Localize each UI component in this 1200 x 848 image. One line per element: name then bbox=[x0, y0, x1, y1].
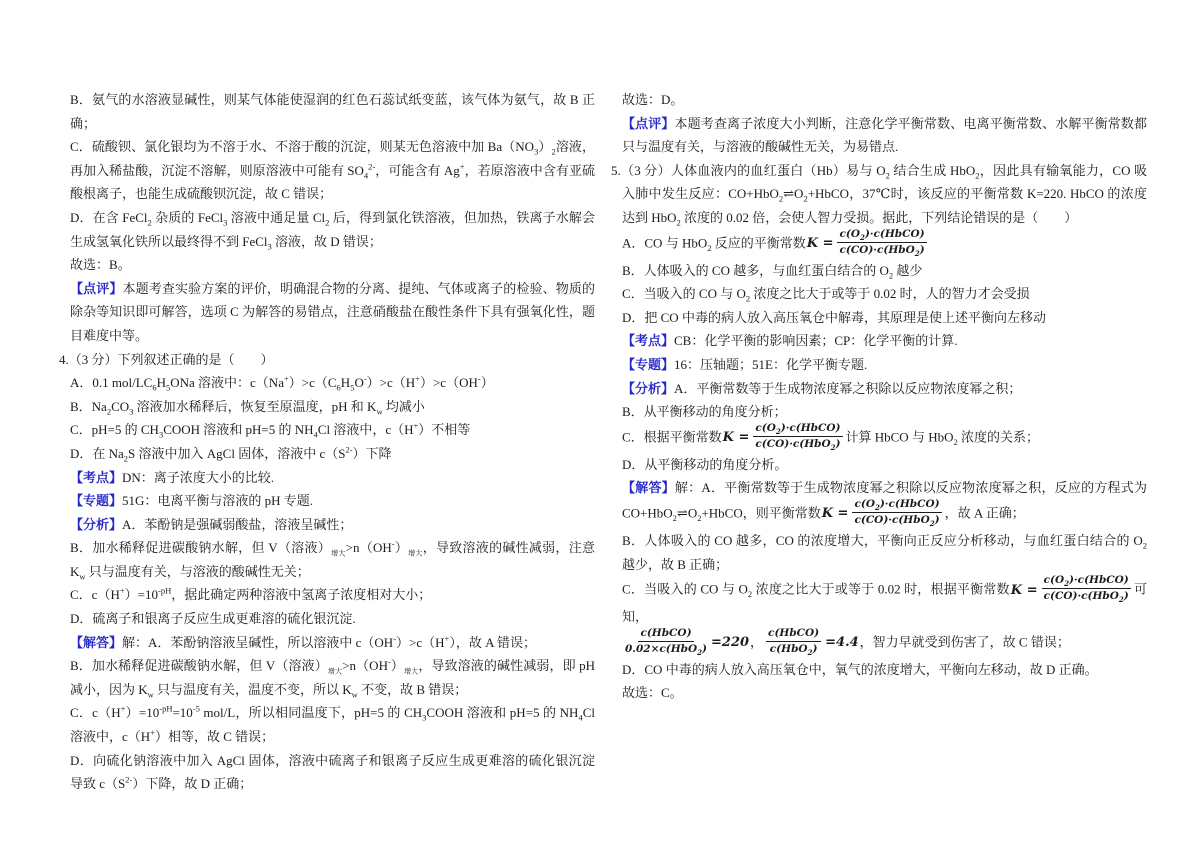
text-run: =10 bbox=[172, 705, 193, 721]
text-run: B．人体吸入的 CO 越多，与血红蛋白结合的 O bbox=[622, 262, 889, 278]
math-run: K = bbox=[1010, 582, 1038, 598]
question-paragraph bbox=[59, 348, 595, 372]
text-run: ）>c（H bbox=[366, 375, 416, 391]
superscript: -5 bbox=[192, 704, 200, 715]
doc-paragraph bbox=[70, 466, 595, 490]
subscript: 2 bbox=[551, 146, 556, 157]
subscript: 2 bbox=[1118, 595, 1124, 605]
math-run: K = bbox=[806, 236, 834, 252]
subscript: 2 bbox=[123, 453, 129, 464]
text-run: c(O bbox=[755, 421, 776, 434]
text-run: )·c(HbCO) bbox=[1069, 574, 1129, 587]
text-run: 可知， bbox=[622, 581, 1147, 625]
text-run: ⇌O bbox=[676, 505, 698, 521]
subscript: 4 bbox=[578, 713, 583, 724]
text-run: 0.02×c(HbO bbox=[625, 642, 698, 655]
doc-paragraph bbox=[622, 112, 1147, 159]
superscript: + bbox=[415, 373, 420, 384]
text-run: 浓度之比大于或等于 0.02 时，根据平衡常数 bbox=[752, 581, 1010, 597]
doc-paragraph bbox=[70, 536, 595, 583]
fraction bbox=[1042, 574, 1131, 603]
doc-paragraph bbox=[70, 206, 595, 253]
text-run: 反应的平衡常数 bbox=[711, 235, 806, 251]
doc-paragraph bbox=[70, 371, 595, 395]
subscript: 2 bbox=[775, 426, 781, 436]
text-run: 溶液加水稀释后，恢复至原温度，pH 和 K bbox=[133, 398, 377, 414]
text-run: ⇌O bbox=[783, 186, 804, 202]
text-run: ，导致溶液的碱性减弱，即 pH 减小，因为 K bbox=[70, 658, 596, 697]
subscript: 2 bbox=[745, 293, 751, 304]
answer-label: 【解答】 bbox=[70, 634, 123, 650]
fraction bbox=[766, 627, 821, 656]
small-subscript: 增大 bbox=[327, 667, 343, 676]
fraction bbox=[625, 627, 707, 656]
doc-paragraph bbox=[622, 377, 1147, 401]
fraction-denominator bbox=[770, 642, 818, 656]
topic-label: 【专题】 bbox=[70, 493, 123, 509]
superscript: 2- bbox=[125, 774, 133, 785]
text-run: 结合生成 HbO bbox=[889, 162, 976, 178]
text-run: D．向硫化钠溶液中加入 AgCl 固体，溶液中硫离子和银离子反应生成更难溶的硫化银沉淀导致 c（S bbox=[70, 752, 595, 792]
subscript: 2 bbox=[975, 170, 980, 181]
doc-paragraph bbox=[70, 88, 595, 135]
text-run: D．在 Na bbox=[70, 445, 124, 461]
text-run: 越少，故 B 正确； bbox=[622, 556, 729, 572]
subscript: 2 bbox=[106, 406, 112, 417]
subscript: 2 bbox=[147, 217, 152, 228]
text-run: ) bbox=[702, 642, 707, 655]
doc-paragraph bbox=[622, 476, 1147, 529]
text-run: B．加水稀释促进碳酸钠水解，但 V（溶液） bbox=[70, 658, 328, 674]
text-run: c(CO)·c(HbO bbox=[755, 437, 831, 450]
text-run: c(O bbox=[839, 227, 860, 240]
subscript: w bbox=[147, 689, 154, 700]
text-run: c(CO)·c(HbO bbox=[1043, 590, 1119, 603]
doc-paragraph bbox=[70, 583, 595, 607]
text-run: ）下降，故 D 正确； bbox=[132, 776, 253, 792]
text-run: C．根据平衡常数 bbox=[622, 429, 722, 445]
subscript: 2 bbox=[676, 217, 681, 228]
text-run: +HbCO，37℃时，该反应的平衡常数 K=220. HbCO 的浓度达到 HbO bbox=[622, 186, 1147, 225]
subscript: 2 bbox=[803, 193, 808, 204]
subscript: 2 bbox=[914, 248, 920, 258]
fraction-numerator bbox=[753, 422, 842, 437]
text-run: B．Na bbox=[70, 398, 107, 414]
keypoint-label: 【考点】 bbox=[70, 469, 123, 485]
text-run: DN：离子浓度大小的比较. bbox=[122, 469, 275, 485]
text-run: 只与温度有关，温度不变，所以 K bbox=[153, 681, 352, 697]
subscript: 2 bbox=[778, 193, 784, 204]
text-run: 本题考查离子浓度大小判断，注意化学平衡常数、电离平衡常数、水解平衡常数都只与温度有关，与溶液的酸碱性无关，为易错点. bbox=[622, 115, 1147, 155]
text-run: H bbox=[156, 375, 166, 391]
text-run: A．0.1 mol/LC bbox=[70, 375, 153, 391]
text-run: Cl 溶液中，c（H bbox=[70, 705, 595, 745]
subscript: 4 bbox=[363, 170, 369, 181]
superscript: 2- bbox=[368, 161, 376, 172]
text-run: ）不相等 bbox=[418, 422, 471, 438]
text-run: 浓度之比大于或等于 0.02 时，人的智力才会受损 bbox=[750, 286, 1030, 302]
text-run: 解：A．平衡常数等于生成物浓度幂之积除以反应物浓度幂之积，反应的方程式为 CO+HbO bbox=[622, 480, 1147, 521]
subscript: 2 bbox=[747, 589, 753, 600]
subscript: w bbox=[351, 689, 358, 700]
text-run: ）>c（C bbox=[288, 375, 337, 391]
subscript: 3 bbox=[129, 406, 134, 417]
doc-paragraph bbox=[70, 701, 595, 748]
fraction-denominator bbox=[755, 437, 840, 451]
superscript: 2- bbox=[345, 444, 353, 455]
small-subscript: 增大 bbox=[408, 549, 423, 558]
subscript: 3 bbox=[223, 217, 228, 228]
subscript: 2 bbox=[807, 647, 813, 657]
doc-paragraph bbox=[622, 421, 1147, 453]
analysis-label: 【分析】 bbox=[622, 380, 675, 396]
superscript: - bbox=[393, 633, 397, 644]
text-run: D．硫离子和银离子反应生成更难溶的硫化银沉淀. bbox=[70, 611, 356, 627]
subscript: 2 bbox=[859, 232, 865, 242]
doc-paragraph bbox=[622, 400, 1147, 424]
text-run: 故选：C。 bbox=[622, 685, 683, 701]
fraction-denominator bbox=[625, 642, 707, 656]
doc-paragraph bbox=[622, 626, 1147, 658]
subscript: 2 bbox=[697, 647, 703, 657]
doc-paragraph bbox=[622, 658, 1147, 682]
doc-paragraph bbox=[70, 135, 595, 206]
question-paragraph bbox=[611, 159, 1148, 230]
text-run: ，据此确定两种溶液中氢离子浓度相对大小； bbox=[171, 587, 432, 603]
subscript: 2 bbox=[929, 519, 935, 528]
text-run: O bbox=[354, 375, 364, 391]
subscript: 2 bbox=[697, 512, 702, 523]
text-run: ）相等，故 C 错误； bbox=[154, 729, 275, 745]
text-run: 故选：D。 bbox=[622, 92, 684, 107]
text-run: COOH 溶液和 pH=5 的 NH bbox=[426, 705, 579, 721]
fraction bbox=[837, 228, 926, 257]
math-run: K = bbox=[722, 430, 750, 446]
text-run: >n（OH bbox=[345, 540, 392, 556]
text-run: 解：A．苯酚钠溶液呈碱性，所以溶液中 c（OH bbox=[122, 634, 394, 650]
math-run: K = bbox=[821, 506, 849, 522]
text-run: c(O bbox=[1043, 574, 1065, 587]
text-run: mol/L，所以相同温度下，pH=5 的 CH bbox=[199, 705, 423, 721]
subscript: 2 bbox=[1064, 579, 1070, 589]
doc-paragraph bbox=[622, 329, 1147, 353]
text-run: 越少 bbox=[893, 262, 923, 278]
doc-paragraph bbox=[70, 489, 595, 513]
text-run: ）=10 bbox=[125, 705, 160, 721]
text-run: )·c(HbCO) bbox=[780, 421, 841, 434]
text-run: D．在含 FeCl bbox=[70, 209, 148, 225]
doc-paragraph bbox=[622, 88, 1147, 112]
text-run: c(HbCO) bbox=[640, 626, 692, 639]
text-run: C．c（H bbox=[70, 587, 120, 603]
text-run: >n（OH bbox=[342, 658, 388, 674]
text-run: A．平衡常数等于生成物浓度幂之积除以反应物浓度幂之积； bbox=[674, 380, 1022, 396]
text-run: C．当吸入的 CO 与 O bbox=[622, 581, 748, 597]
text-run: 溶液，再加入稀盐酸，沉淀不溶解，则原溶液中可能有 SO bbox=[70, 139, 595, 178]
text-run: C．pH=5 的 CH bbox=[70, 422, 159, 438]
fraction-denominator bbox=[839, 243, 924, 257]
subscript: 2 bbox=[874, 503, 880, 512]
text-run: 本题考查实验方案的评价，明确混合物的分离、提纯、气体或离子的检验、物质的除杂等知识即可解答，选项 C 为解答的易错点，注意硝酸盐在酸性条件下具有强氧化性，题目难度中等。 bbox=[70, 280, 595, 343]
subscript: 2 bbox=[830, 442, 836, 452]
subscript: 2 bbox=[707, 242, 712, 253]
analysis-label: 【分析】 bbox=[70, 516, 123, 532]
superscript: - bbox=[391, 538, 395, 549]
superscript: - bbox=[387, 656, 391, 667]
text-run: B．氨气的水溶液显碱性，则某气体能使湿润的红色石蕊试纸变蓝，该气体为氨气，故 B 正确； bbox=[70, 92, 595, 131]
doc-paragraph bbox=[70, 277, 595, 348]
doc-paragraph bbox=[622, 453, 1147, 477]
subscript: 5 bbox=[350, 382, 355, 393]
text-run: ) bbox=[812, 642, 818, 655]
superscript: - bbox=[363, 373, 367, 384]
text-run: 4.（3 分）下列叙述正确的是（ ） bbox=[59, 351, 274, 367]
text-run: ， bbox=[750, 634, 764, 650]
text-run: 杂质的 FeCl bbox=[151, 209, 224, 225]
text-run: 计算 HbCO 与 HbO bbox=[845, 429, 954, 445]
text-run: ） bbox=[538, 139, 552, 155]
fraction-denominator bbox=[1044, 589, 1129, 603]
superscript: + bbox=[120, 704, 126, 715]
comment-label: 【点评】 bbox=[70, 280, 123, 296]
fraction-numerator bbox=[837, 228, 926, 243]
text-run: ）>c（H bbox=[396, 634, 445, 650]
text-run: c(CO)·c(HbO bbox=[839, 243, 915, 256]
subscript: 3 bbox=[422, 713, 427, 724]
text-run: ）下降 bbox=[352, 445, 392, 461]
text-run: 溶液中通足量 Cl bbox=[227, 209, 326, 225]
text-run: 只与温度有关，与溶液的酸碱性无关； bbox=[85, 563, 310, 579]
text-run: B．从平衡移动的角度分析； bbox=[622, 404, 787, 420]
small-subscript: 增大 bbox=[331, 549, 346, 558]
doc-paragraph bbox=[70, 253, 595, 277]
fraction-denominator bbox=[854, 513, 939, 527]
text-run: Cl 溶液中，c（H bbox=[317, 422, 414, 438]
text-run: c(HbCO) bbox=[768, 626, 820, 639]
fraction bbox=[852, 498, 941, 527]
text-run: 浓度的 0.02 倍，会使人智力受损。据此，下列结论错误的是（ ） bbox=[680, 209, 1078, 225]
topic-label: 【专题】 bbox=[622, 356, 675, 372]
superscript: + bbox=[413, 420, 419, 431]
text-run: ) bbox=[934, 513, 940, 526]
text-run: D．从平衡移动的角度分析。 bbox=[622, 456, 788, 472]
superscript: + bbox=[119, 586, 125, 597]
text-run: CO bbox=[111, 398, 130, 414]
doc-paragraph bbox=[70, 513, 595, 537]
text-run: 5.（3 分）人体血液内的血红蛋白（Hb）易与 O bbox=[611, 162, 886, 178]
text-run: c(CO)·c(HbO bbox=[854, 513, 930, 526]
text-run: D．CO 中毒的病人放入高压氧仓中，氧气的浓度增大，平衡向左移动，故 D 正确。 bbox=[622, 661, 1098, 677]
left-column bbox=[59, 88, 596, 796]
text-run: B．加水稀释促进碳酸钠水解，但 V（溶液） bbox=[70, 540, 332, 556]
text-run: ），故 A 错误； bbox=[449, 634, 537, 650]
doc-paragraph bbox=[70, 395, 595, 419]
text-run: D．把 CO 中毒的病人放入高压氧仓中解毒，其原理是使上述平衡向左移动 bbox=[622, 309, 1046, 325]
text-run: A．CO 与 HbO bbox=[622, 235, 708, 251]
doc-paragraph bbox=[70, 607, 595, 631]
doc-paragraph bbox=[70, 654, 595, 701]
superscript: + bbox=[444, 633, 450, 644]
answer-label: 【解答】 bbox=[622, 480, 675, 496]
text-run: c(HbO bbox=[769, 642, 808, 655]
subscript: 2 bbox=[672, 512, 677, 523]
text-run: C．c（H bbox=[70, 705, 121, 721]
text-run: B．人体吸入的 CO 越多，CO 的浓度增大，平衡向正反应分析移动，与血红蛋白结合的 O bbox=[622, 532, 1143, 548]
text-run: ) bbox=[835, 437, 841, 450]
math-run: =4.4 bbox=[825, 635, 859, 651]
subscript: 2 bbox=[1142, 540, 1147, 551]
text-run: ，故 A 正确； bbox=[944, 505, 1025, 521]
text-run: ）=10 bbox=[124, 587, 158, 603]
text-run: ） bbox=[394, 540, 409, 556]
fraction-numerator bbox=[852, 498, 941, 513]
text-run: ) bbox=[919, 243, 925, 256]
text-run: 不变，故 B 错误； bbox=[357, 681, 468, 697]
text-run: )·c(HbCO) bbox=[864, 227, 925, 240]
doc-paragraph bbox=[70, 418, 595, 442]
text-run: +HbCO，则平衡常数 bbox=[701, 505, 821, 521]
doc-paragraph bbox=[622, 576, 1147, 629]
text-run: ）>c（OH bbox=[419, 375, 478, 391]
text-run: 16：压轴题；51E：化学平衡专题. bbox=[674, 356, 868, 372]
text-run: ，因此具有输氧能力，CO 吸入肺中发生反应：CO+HbO bbox=[622, 162, 1148, 202]
fraction-numerator bbox=[638, 627, 693, 642]
text-run: C．当吸入的 CO 与 O bbox=[622, 286, 746, 302]
comment-label: 【点评】 bbox=[622, 115, 675, 131]
subscript: 2 bbox=[885, 170, 890, 181]
superscript: - bbox=[477, 373, 481, 384]
text-run: )·c(HbCO) bbox=[879, 497, 940, 510]
text-run: COOH 溶液和 pH=5 的 NH bbox=[163, 422, 314, 438]
text-run: 51G：电离平衡与溶液的 pH 专题. bbox=[122, 493, 314, 509]
text-run: 后，得到氯化铁溶液，但加热，铁离子水解会生成氢氧化铁所以最终得不到 FeCl bbox=[70, 209, 595, 249]
doc-paragraph bbox=[70, 442, 595, 466]
fraction-numerator bbox=[1042, 574, 1131, 589]
right-column bbox=[611, 88, 1148, 796]
text-run: 浓度的关系； bbox=[957, 429, 1039, 445]
subscript: 2 bbox=[888, 270, 894, 281]
text-run: 均减小 bbox=[382, 398, 425, 414]
text-run: 故选：B。 bbox=[70, 257, 131, 273]
doc-paragraph bbox=[70, 749, 595, 796]
subscript: w bbox=[376, 406, 383, 417]
keypoint-label: 【考点】 bbox=[622, 333, 675, 349]
text-run: ) bbox=[1123, 590, 1129, 603]
text-run: H bbox=[340, 375, 351, 391]
doc-paragraph bbox=[622, 353, 1147, 377]
subscript: 2 bbox=[953, 436, 958, 447]
doc-paragraph bbox=[622, 529, 1147, 576]
small-subscript: 增大 bbox=[404, 667, 419, 676]
text-run: ，智力早就受到伤害了，故 C 错误； bbox=[859, 634, 1070, 650]
text-run: ，若原溶液中含有亚硫酸根离子，也能生成硫酸钡沉淀，故 C 错误； bbox=[70, 162, 595, 202]
superscript: -pH bbox=[157, 586, 172, 597]
subscript: 3 bbox=[267, 241, 272, 252]
doc-paragraph bbox=[622, 681, 1147, 705]
subscript: 6 bbox=[336, 382, 341, 393]
doc-paragraph bbox=[622, 282, 1147, 306]
text-run: ） bbox=[480, 375, 494, 391]
text-run: S 溶液中加入 AgCl 固体，溶液中 c（S bbox=[128, 445, 346, 461]
text-run: ONa 溶液中：c（Na bbox=[170, 375, 284, 391]
text-run: CB：化学平衡的影响因素；CP：化学平衡的计算. bbox=[674, 333, 958, 349]
text-run: 溶液，故 D 错误； bbox=[271, 233, 382, 249]
superscript: + bbox=[150, 727, 155, 738]
text-run: A．苯酚钠是强碱弱酸盐，溶液呈碱性； bbox=[122, 516, 353, 532]
text-run: ） bbox=[390, 658, 405, 674]
superscript: + bbox=[283, 373, 289, 384]
math-run: =220 bbox=[711, 635, 750, 651]
doc-paragraph bbox=[622, 259, 1147, 283]
subscript: 4 bbox=[313, 429, 318, 440]
superscript: + bbox=[459, 161, 465, 172]
text-run: ，导致溶液的碱性减弱，注意 K bbox=[70, 540, 595, 579]
text-run: ，可能含有 Ag bbox=[375, 162, 460, 178]
fraction-numerator bbox=[766, 627, 821, 642]
fraction bbox=[753, 422, 842, 451]
doc-paragraph bbox=[70, 631, 595, 655]
doc-paragraph bbox=[622, 227, 1147, 259]
subscript: 3 bbox=[158, 429, 164, 440]
subscript: 6 bbox=[152, 382, 157, 393]
subscript: 5 bbox=[165, 382, 171, 393]
doc-paragraph bbox=[622, 306, 1147, 330]
text-run: c(O bbox=[854, 497, 875, 510]
subscript: 3 bbox=[534, 146, 539, 157]
superscript: -pH bbox=[159, 704, 173, 715]
text-run: C．硫酸钡、氯化银均为不溶于水、不溶于酸的沉淀，则某无色溶液中加 Ba（NO bbox=[70, 139, 535, 155]
subscript: w bbox=[79, 571, 86, 582]
subscript: 2 bbox=[325, 217, 330, 228]
